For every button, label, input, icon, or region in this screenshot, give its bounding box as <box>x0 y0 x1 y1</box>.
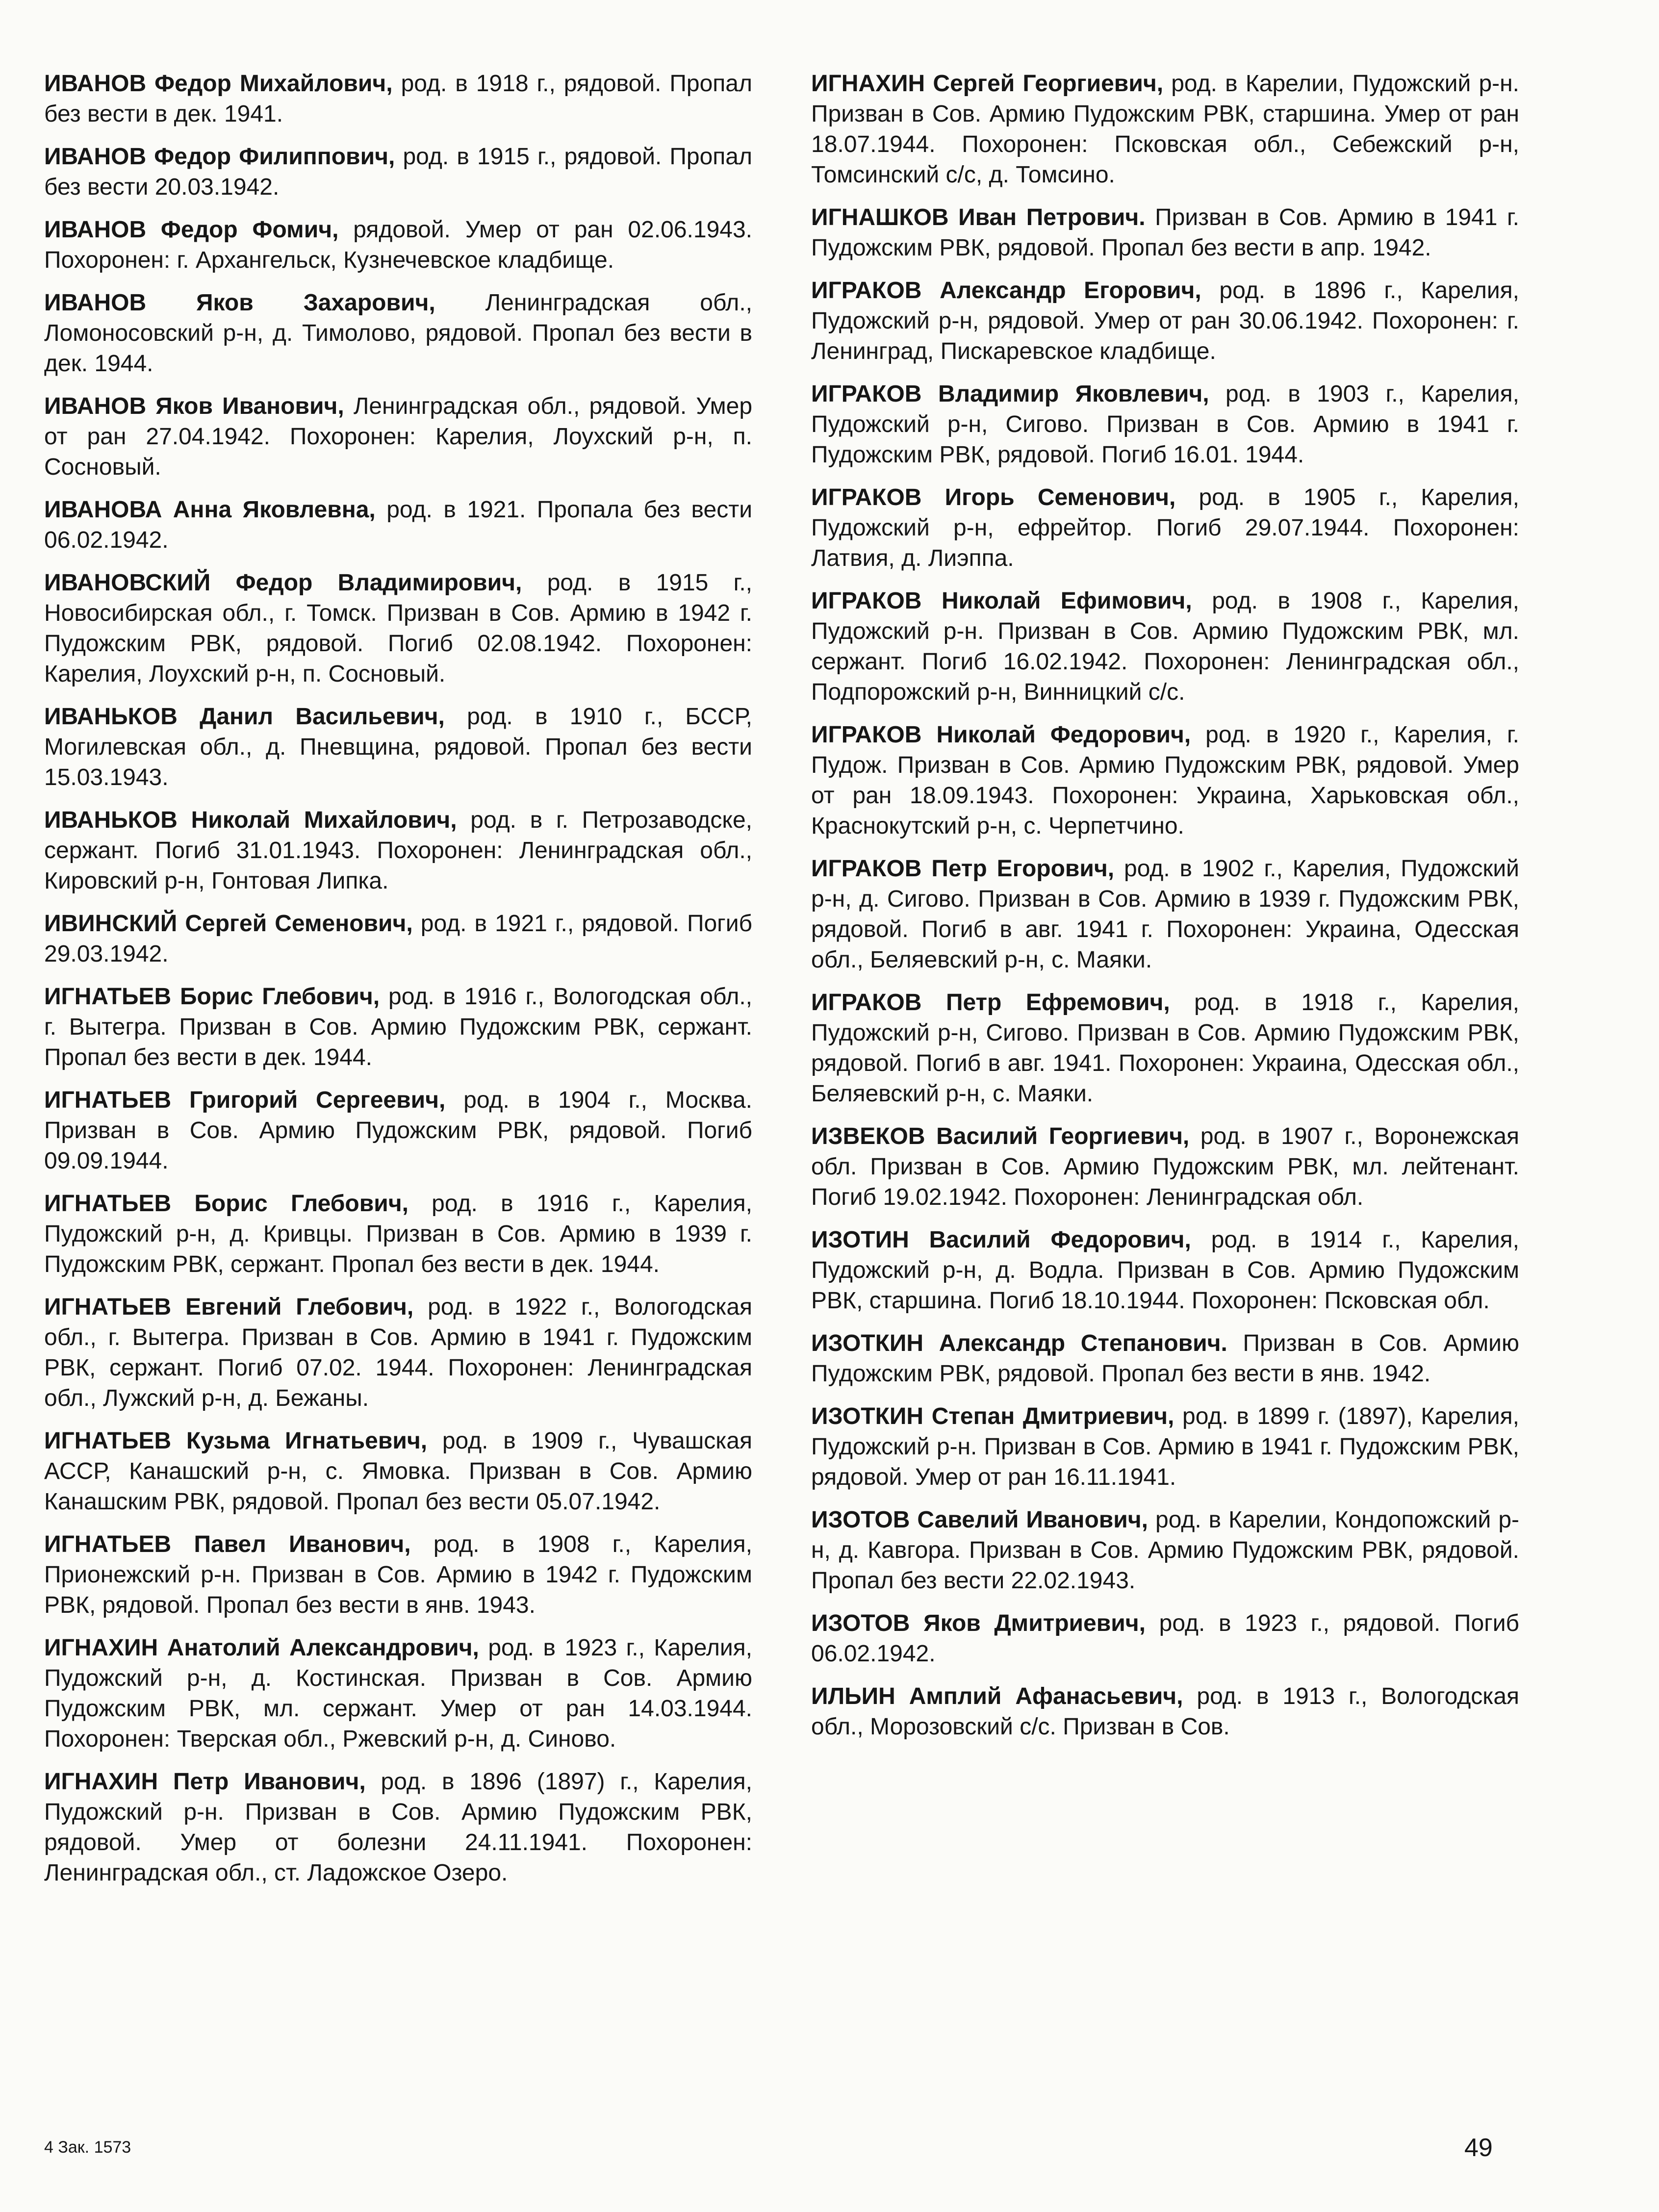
entry-name: ИВАНОВ Яков Захарович, <box>44 290 435 316</box>
entry-name: ИЗОТОВ Яков Дмитриевич, <box>811 1610 1146 1636</box>
entry <box>44 909 752 969</box>
page-number: 49 <box>1464 2134 1493 2162</box>
entry-text: род. в 1916 г., Вологодская обл., г. Вытегра. Призван в Сов. Армию Пудожским РВК, сержант. Пропал без вести в дек. 1944. <box>44 984 753 1070</box>
entry <box>811 1681 1519 1742</box>
entry <box>44 1085 752 1176</box>
entry-text: род. в 1910 г., БССР, Могилевская обл., д. Пневщина, рядовой. Пропал без вести 15.03.1943. <box>44 704 752 790</box>
entry <box>44 1292 752 1414</box>
entry-text: род. в 1920 г., Карелия, г. Пудож. Призван в Сов. Армию Пудожским РВК, рядовой. Умер от ран 18.09.1943. Похоронен: Украина, Харьковская обл., Краснокутский р-н, с. Черпетчино. <box>811 722 1519 839</box>
entry-name: ИГНАТЬЕВ Борис Глебович, <box>44 984 380 1010</box>
entry <box>811 1401 1519 1493</box>
entry <box>811 276 1519 367</box>
entry-text: род. в 1896 г., Карелия, Пудожский р-н, рядовой. Умер от ран 30.06.1942. Похоронен: г. Ленинград, Пискаревское кладбище. <box>811 278 1520 364</box>
entry-text: Призван в Сов. Армию Пудожским РВК, рядовой. Пропал без вести в янв. 1942. <box>811 1330 1519 1387</box>
entry <box>811 1225 1519 1316</box>
entry-text: род. в 1918 г., рядовой. Пропал без вести в дек. 1941. <box>44 71 752 127</box>
entry-name: ИВАНОВ Яков Иванович, <box>44 393 344 419</box>
entry-text: род. в 1922 г., Вологодская обл., г. Вытегра. Призван в Сов. Армию в 1941 г. Пудожским РВК, сержант. Погиб 07.02. 1944. Похоронен: Ленинградская обл., Лужский р-н, д. Бежаны. <box>44 1294 753 1411</box>
entry-text: род. в г. Петрозаводске, сержант. Погиб 31.01.1943. Похоронен: Ленинградская обл., Кировский р-н, Гонтовая Липка. <box>44 807 753 894</box>
entry <box>811 1608 1519 1669</box>
entry <box>44 69 752 129</box>
entry <box>811 988 1519 1109</box>
entry-text: род. в 1908 г., Карелия, Прионежский р-н. Призван в Сов. Армию в 1942 г. Пудожским РВК, рядовой. Пропал без вести в янв. 1943. <box>44 1531 752 1618</box>
entry-name: ИГРАКОВ Петр Егорович, <box>811 856 1115 882</box>
entry <box>44 1633 752 1754</box>
entry-text: род. в 1908 г., Карелия, Пудожский р-н. Призван в Сов. Армию Пудожским РВК, мл. сержант. Погиб 16.02.1942. Похоронен: Ленинградская обл., Подпорожский р-н, Винницкий с/с. <box>811 588 1520 705</box>
entry <box>811 586 1519 708</box>
entry-name: ИЗОТИН Василий Федорович, <box>811 1227 1191 1253</box>
entry-name: ИЗВЕКОВ Василий Георгиевич, <box>811 1123 1190 1149</box>
entry <box>811 720 1519 841</box>
entry <box>811 379 1519 470</box>
entry-name: ИГРАКОВ Петр Ефремович, <box>811 990 1170 1016</box>
entry <box>44 142 752 203</box>
entry <box>811 1121 1519 1213</box>
printer-signature: 4 Зак. 1573 <box>44 2138 131 2157</box>
entry <box>44 702 752 793</box>
entry-text: род. в 1923 г., Карелия, Пудожский р-н, д. Костинская. Призван в Сов. Армию Пудожским РВК, мл. сержант. Умер от ран 14.03.1944. Похоронен: Тверская обл., Ржевский р-н, д. Синово. <box>44 1635 753 1752</box>
entry-text: Ленинградская обл., Ломоносовский р-н, д. Тимолово, рядовой. Пропал без вести в дек. 1944. <box>44 290 752 377</box>
entry-name: ИЗОТОВ Савелий Иванович, <box>811 1507 1149 1533</box>
entry-text: род. в 1916 г., Карелия, Пудожский р-н, д. Кривцы. Призван в Сов. Армию в 1939 г. Пудожским РВК, сержант. Пропал без вести в дек. 1944. <box>44 1191 752 1277</box>
entry <box>44 391 752 483</box>
entry-name: ИВАНЬКОВ Николай Михайлович, <box>44 807 457 833</box>
entry-name: ИЛЬИН Амплий Афанасьевич, <box>811 1683 1183 1709</box>
entry <box>44 805 752 896</box>
entry-text: род. в 1915 г., Новосибирская обл., г. Томск. Призван в Сов. Армию в 1942 г. Пудожским РВК, рядовой. Погиб 02.08.1942. Похоронен: Карелия, Лоухский р-н, п. Сосновый. <box>44 570 753 687</box>
entry <box>44 1426 752 1517</box>
entry-name: ИВИНСКИЙ Сергей Семенович, <box>44 911 413 937</box>
entry <box>811 1505 1519 1596</box>
entry <box>811 203 1519 263</box>
entry-name: ИГРАКОВ Владимир Яковлевич, <box>811 381 1209 407</box>
entry-text: род. в 1905 г., Карелия, Пудожский р-н, ефрейтор. Погиб 29.07.1944. Похоронен: Латвия, д. Лиэппа. <box>811 484 1520 571</box>
entry <box>811 854 1519 975</box>
entry-name: ИГРАКОВ Игорь Семенович, <box>811 484 1176 510</box>
entry <box>44 1189 752 1280</box>
entry-name: ИВАНОВ Федор Фомич, <box>44 217 339 243</box>
entry-name: ИГНАТЬЕВ Кузьма Игнатьевич, <box>44 1428 428 1454</box>
entry-text: род. в 1921. Пропала без вести 06.02.1942. <box>44 497 752 553</box>
entry-name: ИГРАКОВ Николай Ефимович, <box>811 588 1192 614</box>
entry-text: род. в 1923 г., рядовой. Погиб 06.02.1942. <box>811 1610 1519 1667</box>
entry-text: род. в 1921 г., рядовой. Погиб 29.03.1942. <box>44 911 752 967</box>
entry-name: ИГРАКОВ Александр Егорович, <box>811 278 1201 304</box>
entry <box>811 1328 1519 1389</box>
entry-name: ИГРАКОВ Николай Федорович, <box>811 722 1191 748</box>
entry-text: род. в 1918 г., Карелия, Пудожский р-н, Сигово. Призван в Сов. Армию Пудожским РВК, рядовой. Погиб в авг. 1941. Похоронен: Украина, Одесская обл., Беляевский р-н, с. Маяки. <box>811 990 1519 1107</box>
entry-name: ИВАНОВА Анна Яковлевна, <box>44 497 376 523</box>
entry-name: ИГНАТЬЕВ Борис Глебович, <box>44 1191 408 1217</box>
entry <box>44 1767 752 1888</box>
left-column <box>44 69 752 1901</box>
entry-text: Призван в Сов. Армию в 1941 г. Пудожским РВК, рядовой. Пропал без вести в апр. 1942. <box>811 204 1520 261</box>
entry <box>44 568 752 689</box>
entry <box>44 288 752 379</box>
entry-text: род. в 1902 г., Карелия, Пудожский р-н, д. Сигово. Призван в Сов. Армию в 1939 г. Пудожским РВК, рядовой. Погиб в авг. 1941 г. Похоронен: Украина, Одесская обл., Беляевский р-н, с. Маяки. <box>811 856 1519 973</box>
entry-text: род. в 1903 г., Карелия, Пудожский р-н, Сигово. Призван в Сов. Армию в 1941 г. Пудожским РВК, рядовой. Погиб 16.01. 1944. <box>811 381 1519 468</box>
entry-text: род. в Карелии, Пудожский р-н. Призван в Сов. Армию Пудожским РВК, старшина. Умер от ран 18.07.1944. Похоронен: Псковская обл., Себежский р-н, Томсинский с/с, д. Томсино. <box>811 71 1519 188</box>
entry-name: ИГНАТЬЕВ Григорий Сергеевич, <box>44 1087 446 1113</box>
page-footer <box>44 2134 1515 2167</box>
entry-text: род. в 1914 г., Карелия, Пудожский р-н, д. Водла. Призван в Сов. Армию Пудожским РВК, старшина. Погиб 18.10.1944. Похоронен: Псковская обл. <box>811 1227 1520 1314</box>
entry-text: род. в 1915 г., рядовой. Пропал без вести 20.03.1942. <box>44 144 752 200</box>
entry-name: ИВАНЬКОВ Данил Васильевич, <box>44 704 445 730</box>
entry-name: ИГНАШКОВ Иван Петрович. <box>811 204 1146 230</box>
entry-name: ИГНАХИН Сергей Георгиевич, <box>811 71 1164 97</box>
entry-text: род. в 1909 г., Чувашская АССР, Канашский р-н, с. Ямовка. Призван в Сов. Армию Канашским РВК, рядовой. Пропал без вести 05.07.1942. <box>44 1428 752 1515</box>
right-column <box>811 69 1519 1754</box>
entry-text: род. в 1913 г., Вологодская обл., Морозовский с/с. Призван в Сов. <box>811 1683 1519 1740</box>
entry-name: ИВАНОВСКИЙ Федор Владимирович, <box>44 570 522 596</box>
entry-text: род. в Карелии, Кондопожский р-н, д. Кавгора. Призван в Сов. Армию Пудожским РВК, рядовой. Пропал без вести 22.02.1943. <box>811 1507 1519 1594</box>
entry-name: ИВАНОВ Федор Филиппович, <box>44 144 395 170</box>
entry-text: Ленинградская обл., рядовой. Умер от ран 27.04.1942. Похоронен: Карелия, Лоухский р-н, п. Сосновый. <box>44 393 753 480</box>
entry-name: ИГНАХИН Петр Иванович, <box>44 1769 366 1795</box>
entry <box>44 495 752 556</box>
entry <box>811 69 1519 190</box>
entry-text: рядовой. Умер от ран 02.06.1943. Похоронен: г. Архангельск, Кузнечевское кладбище. <box>44 217 753 273</box>
entry <box>44 215 752 276</box>
entry <box>811 483 1519 574</box>
entry-text: род. в 1907 г., Воронежская обл. Призван в Сов. Армию Пудожским РВК, мл. лейтенант. Погиб 19.02.1942. Похоронен: Ленинградская обл. <box>811 1123 1520 1210</box>
entry-text: род. в 1896 (1897) г., Карелия, Пудожский р-н. Призван в Сов. Армию Пудожским РВК, рядовой. Умер от болезни 24.11.1941. Похоронен: Ленинградская обл., ст. Ладожское Озеро. <box>44 1769 752 1886</box>
entry-text: род. в 1899 г. (1897), Карелия, Пудожский р-н. Призван в Сов. Армию в 1941 г. Пудожским РВК, рядовой. Умер от ран 16.11.1941. <box>811 1403 1519 1490</box>
entry-name: ИЗОТКИН Степан Дмитриевич, <box>811 1403 1174 1429</box>
entry <box>44 982 752 1073</box>
entry <box>44 1529 752 1621</box>
entry-text: род. в 1904 г., Москва. Призван в Сов. Армию Пудожским РВК, рядовой. Погиб 09.09.1944. <box>44 1087 752 1174</box>
entry-name: ИГНАХИН Анатолий Александрович, <box>44 1635 479 1661</box>
entry-name: ИГНАТЬЕВ Павел Иванович, <box>44 1531 411 1557</box>
entry-name: ИГНАТЬЕВ Евгений Глебович, <box>44 1294 414 1320</box>
entry-name: ИВАНОВ Федор Михайлович, <box>44 71 393 97</box>
entry-name: ИЗОТКИН Александр Степанович. <box>811 1330 1227 1356</box>
